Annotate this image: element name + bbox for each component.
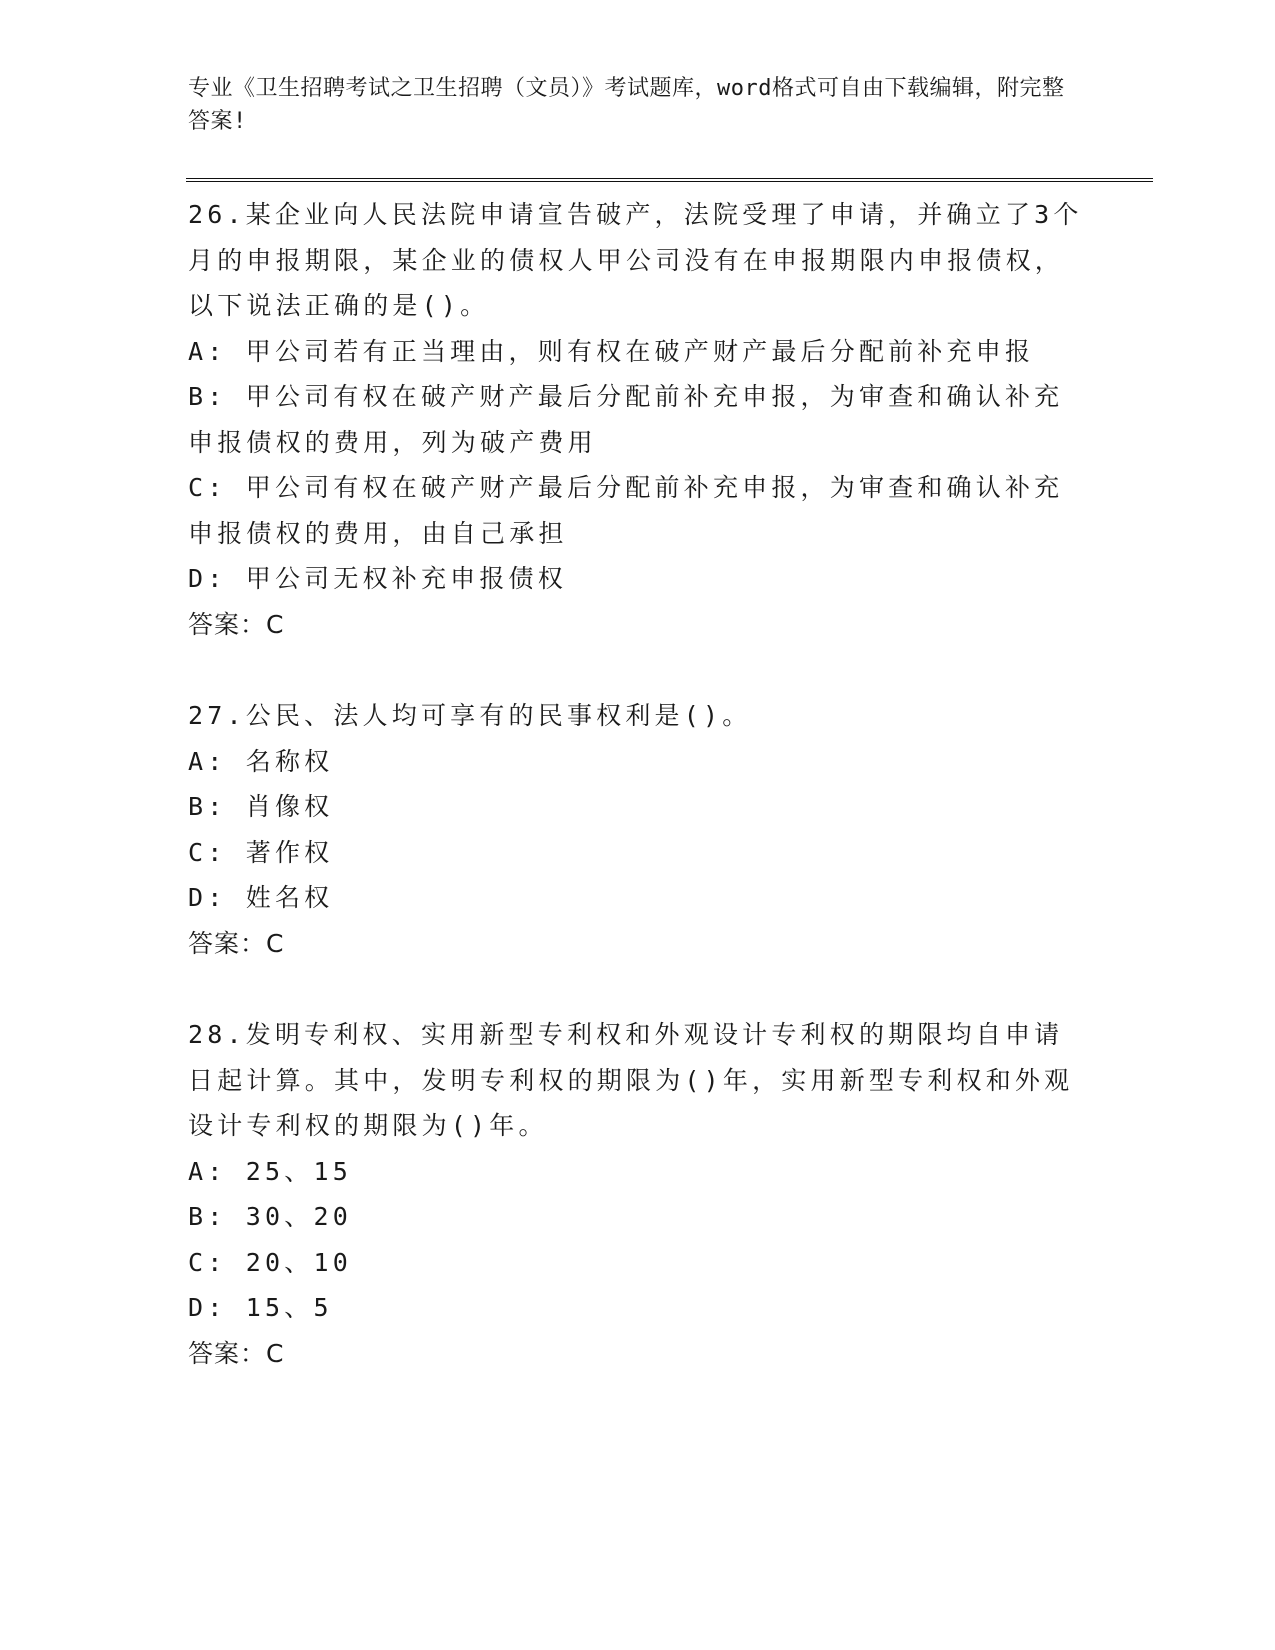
question-stem: 26.某企业向人民法院申请宣告破产，法院受理了申请，并确立了3个月的申报期限，某企业的债权人甲公司没有在申报期限内申报债权，以下说法正确的是()。: [188, 200, 1083, 320]
option-c: C: 20、10: [188, 1247, 352, 1277]
option-d: D: 15、5: [188, 1293, 333, 1322]
option-c: C: 著作权: [188, 837, 334, 867]
option-a: A: 名称权: [188, 746, 334, 776]
question-28: [188, 1012, 1088, 1376]
answer: 答案：C: [188, 1338, 285, 1368]
option-a: A: 25、15: [188, 1156, 352, 1186]
question-list: [188, 192, 1088, 1376]
option-d: D: 姓名权: [188, 883, 334, 912]
question-stem: 28.发明专利权、实用新型专利权和外观设计专利权的期限均自申请日起计算。其中，发明专利权的期限为()年，实用新型专利权和外观设计专利权的期限为()年。: [188, 1020, 1074, 1140]
option-a: A: 甲公司若有正当理由，则有权在破产财产最后分配前补充申报: [188, 336, 1035, 366]
question-26: [188, 192, 1088, 647]
header-double-rule: [186, 178, 1153, 182]
option-d: D: 甲公司无权补充申报债权: [188, 564, 567, 593]
question-27: [188, 693, 1088, 966]
answer: 答案：C: [188, 928, 285, 958]
option-b: B: 肖像权: [188, 792, 334, 821]
question-stem: 27.公民、法人均可享有的民事权利是()。: [188, 701, 752, 730]
option-b: B: 甲公司有权在破产财产最后分配前补充申报，为审查和确认补充申报债权的费用，列为破产费用: [188, 382, 1064, 457]
option-c: C: 甲公司有权在破产财产最后分配前补充申报，为审查和确认补充申报债权的费用，由自己承担: [188, 473, 1064, 548]
answer: 答案：C: [188, 609, 285, 639]
option-b: B: 30、20: [188, 1202, 352, 1231]
document-header: 专业《卫生招聘考试之卫生招聘（文员）》考试题库，word格式可自由下载编辑，附完整答案!: [188, 76, 1065, 134]
